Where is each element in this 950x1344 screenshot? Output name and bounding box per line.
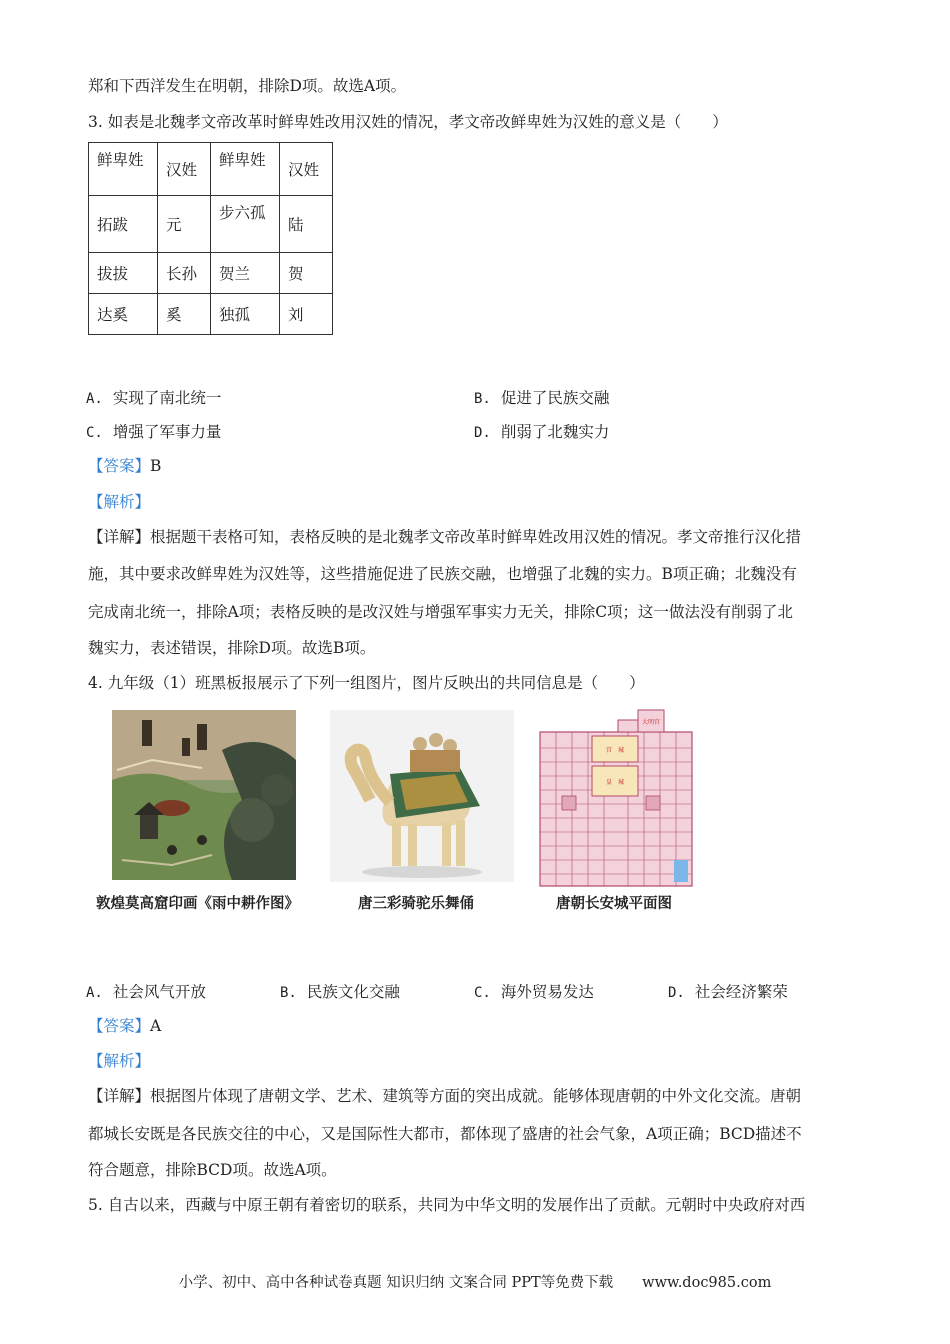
q4-answer bbox=[88, 1016, 161, 1036]
analysis-tag: 【解析】 bbox=[88, 493, 151, 511]
table-cell: 汉姓 bbox=[158, 143, 211, 196]
table-cell: 刘 bbox=[280, 294, 333, 335]
answer-value: B bbox=[150, 457, 162, 475]
q4-detail-line-3: 符合题意，排除BCD项。故选A项。 bbox=[88, 1161, 337, 1179]
q4-option-a: A. 社会风气开放 bbox=[86, 983, 206, 1001]
q3-option-b: B. 促进了民族交融 bbox=[474, 389, 610, 407]
table-cell: 达奚 bbox=[89, 294, 158, 335]
caption-camel: 唐三彩骑驼乐舞俑 bbox=[358, 896, 474, 912]
table-cell: 汉姓 bbox=[280, 143, 333, 196]
caption-mural: 敦煌莫高窟印画《雨中耕作图》 bbox=[96, 896, 299, 912]
table-header-row bbox=[89, 143, 333, 196]
q3-detail-line-3: 完成南北统一，排除A项；表格反映的是改汉姓与增强军事实力无关，排除C项；这一做法没有削弱了北 bbox=[88, 603, 794, 621]
table-cell: 独孤 bbox=[211, 294, 280, 335]
table-cell: 拓跋 bbox=[89, 196, 158, 253]
q4-option-c: C. 海外贸易发达 bbox=[474, 983, 594, 1001]
q4-option-d: D. 社会经济繁荣 bbox=[668, 983, 788, 1001]
map-label-gongcheng: 宫 城 bbox=[605, 747, 625, 754]
table-cell: 贺 bbox=[280, 253, 333, 294]
q3-analysis bbox=[88, 492, 150, 512]
q4-detail-line-1: 【详解】根据图片体现了唐朝文学、艺术、建筑等方面的突出成就。能够体现唐朝的中外文化交流。唐朝 bbox=[88, 1087, 802, 1105]
q4-stem: 4. 九年级（1）班黑板报展示了下列一组图片，图片反映出的共同信息是（ ） bbox=[88, 674, 645, 692]
mural-rain-farming-image bbox=[112, 710, 296, 880]
table-cell: 奚 bbox=[158, 294, 211, 335]
table-row bbox=[89, 294, 333, 335]
q3-detail-line-1: 【详解】根据题干表格可知，表格反映的是北魏孝文帝改革时鲜卑姓改用汉姓的情况。孝文帝推行汉化措 bbox=[88, 528, 802, 546]
q3-option-d: D. 削弱了北魏实力 bbox=[474, 423, 610, 441]
changan-city-plan-image bbox=[530, 704, 704, 890]
q3-option-c: C. 增强了军事力量 bbox=[86, 423, 222, 441]
detail-tag: 【详解】 bbox=[88, 528, 151, 546]
q4-option-b: B. 民族文化交融 bbox=[280, 983, 400, 1001]
table-cell: 陆 bbox=[280, 196, 333, 253]
table-row bbox=[89, 196, 333, 253]
q3-option-a: A. 实现了南北统一 bbox=[86, 389, 222, 407]
table-cell: 长孙 bbox=[158, 253, 211, 294]
table-cell: 鲜卑姓 bbox=[89, 143, 158, 196]
q3-detail-line-4: 魏实力，表述错误，排除D项。故选B项。 bbox=[88, 639, 376, 657]
table-cell: 鲜卑姓 bbox=[211, 143, 280, 196]
q3-detail-line-2: 施，其中要求改鲜卑姓为汉姓等，这些措施促进了民族交融，也增强了北魏的实力。B项正确；北魏没有 bbox=[88, 565, 797, 583]
answer-value: A bbox=[150, 1017, 162, 1035]
answer-tag: 【答案】 bbox=[88, 457, 151, 475]
q3-answer bbox=[88, 456, 161, 476]
map-label-palace: 大明宫 bbox=[641, 719, 661, 726]
q5-stem: 5. 自古以来，西藏与中原王朝有着密切的联系，共同为中华文明的发展作出了贡献。元朝时中央政府对西 bbox=[88, 1196, 806, 1214]
q4-detail-line-2: 都城长安既是各民族交往的中心，又是国际性大都市，都体现了盛唐的社会气象，A项正确；BCD描述不 bbox=[88, 1125, 802, 1143]
surname-table bbox=[88, 142, 333, 335]
detail-tag: 【详解】 bbox=[88, 1087, 151, 1105]
answer-tag: 【答案】 bbox=[88, 1017, 151, 1035]
previous-answer-tail: 郑和下西洋发生在明朝，排除D项。故选A项。 bbox=[88, 77, 407, 95]
q4-analysis bbox=[88, 1051, 150, 1071]
q3-stem: 3. 如表是北魏孝文帝改革时鲜卑姓改用汉姓的情况，孝文帝改鲜卑姓为汉姓的意义是（ ） bbox=[88, 113, 728, 131]
table-cell: 元 bbox=[158, 196, 211, 253]
page-footer: 小学、初中、高中各种试卷真题 知识归纳 文案合同 PPT等免费下载 www.doc985.com bbox=[178, 1275, 772, 1291]
table-cell: 贺兰 bbox=[211, 253, 280, 294]
tang-sancai-camel-image bbox=[330, 710, 514, 882]
table-cell: 步六孤 bbox=[211, 196, 280, 253]
map-label-huangcheng: 皇 城 bbox=[605, 779, 625, 786]
caption-city-plan: 唐朝长安城平面图 bbox=[556, 896, 672, 912]
table-row bbox=[89, 253, 333, 294]
analysis-tag: 【解析】 bbox=[88, 1052, 151, 1070]
table-cell: 拔拔 bbox=[89, 253, 158, 294]
